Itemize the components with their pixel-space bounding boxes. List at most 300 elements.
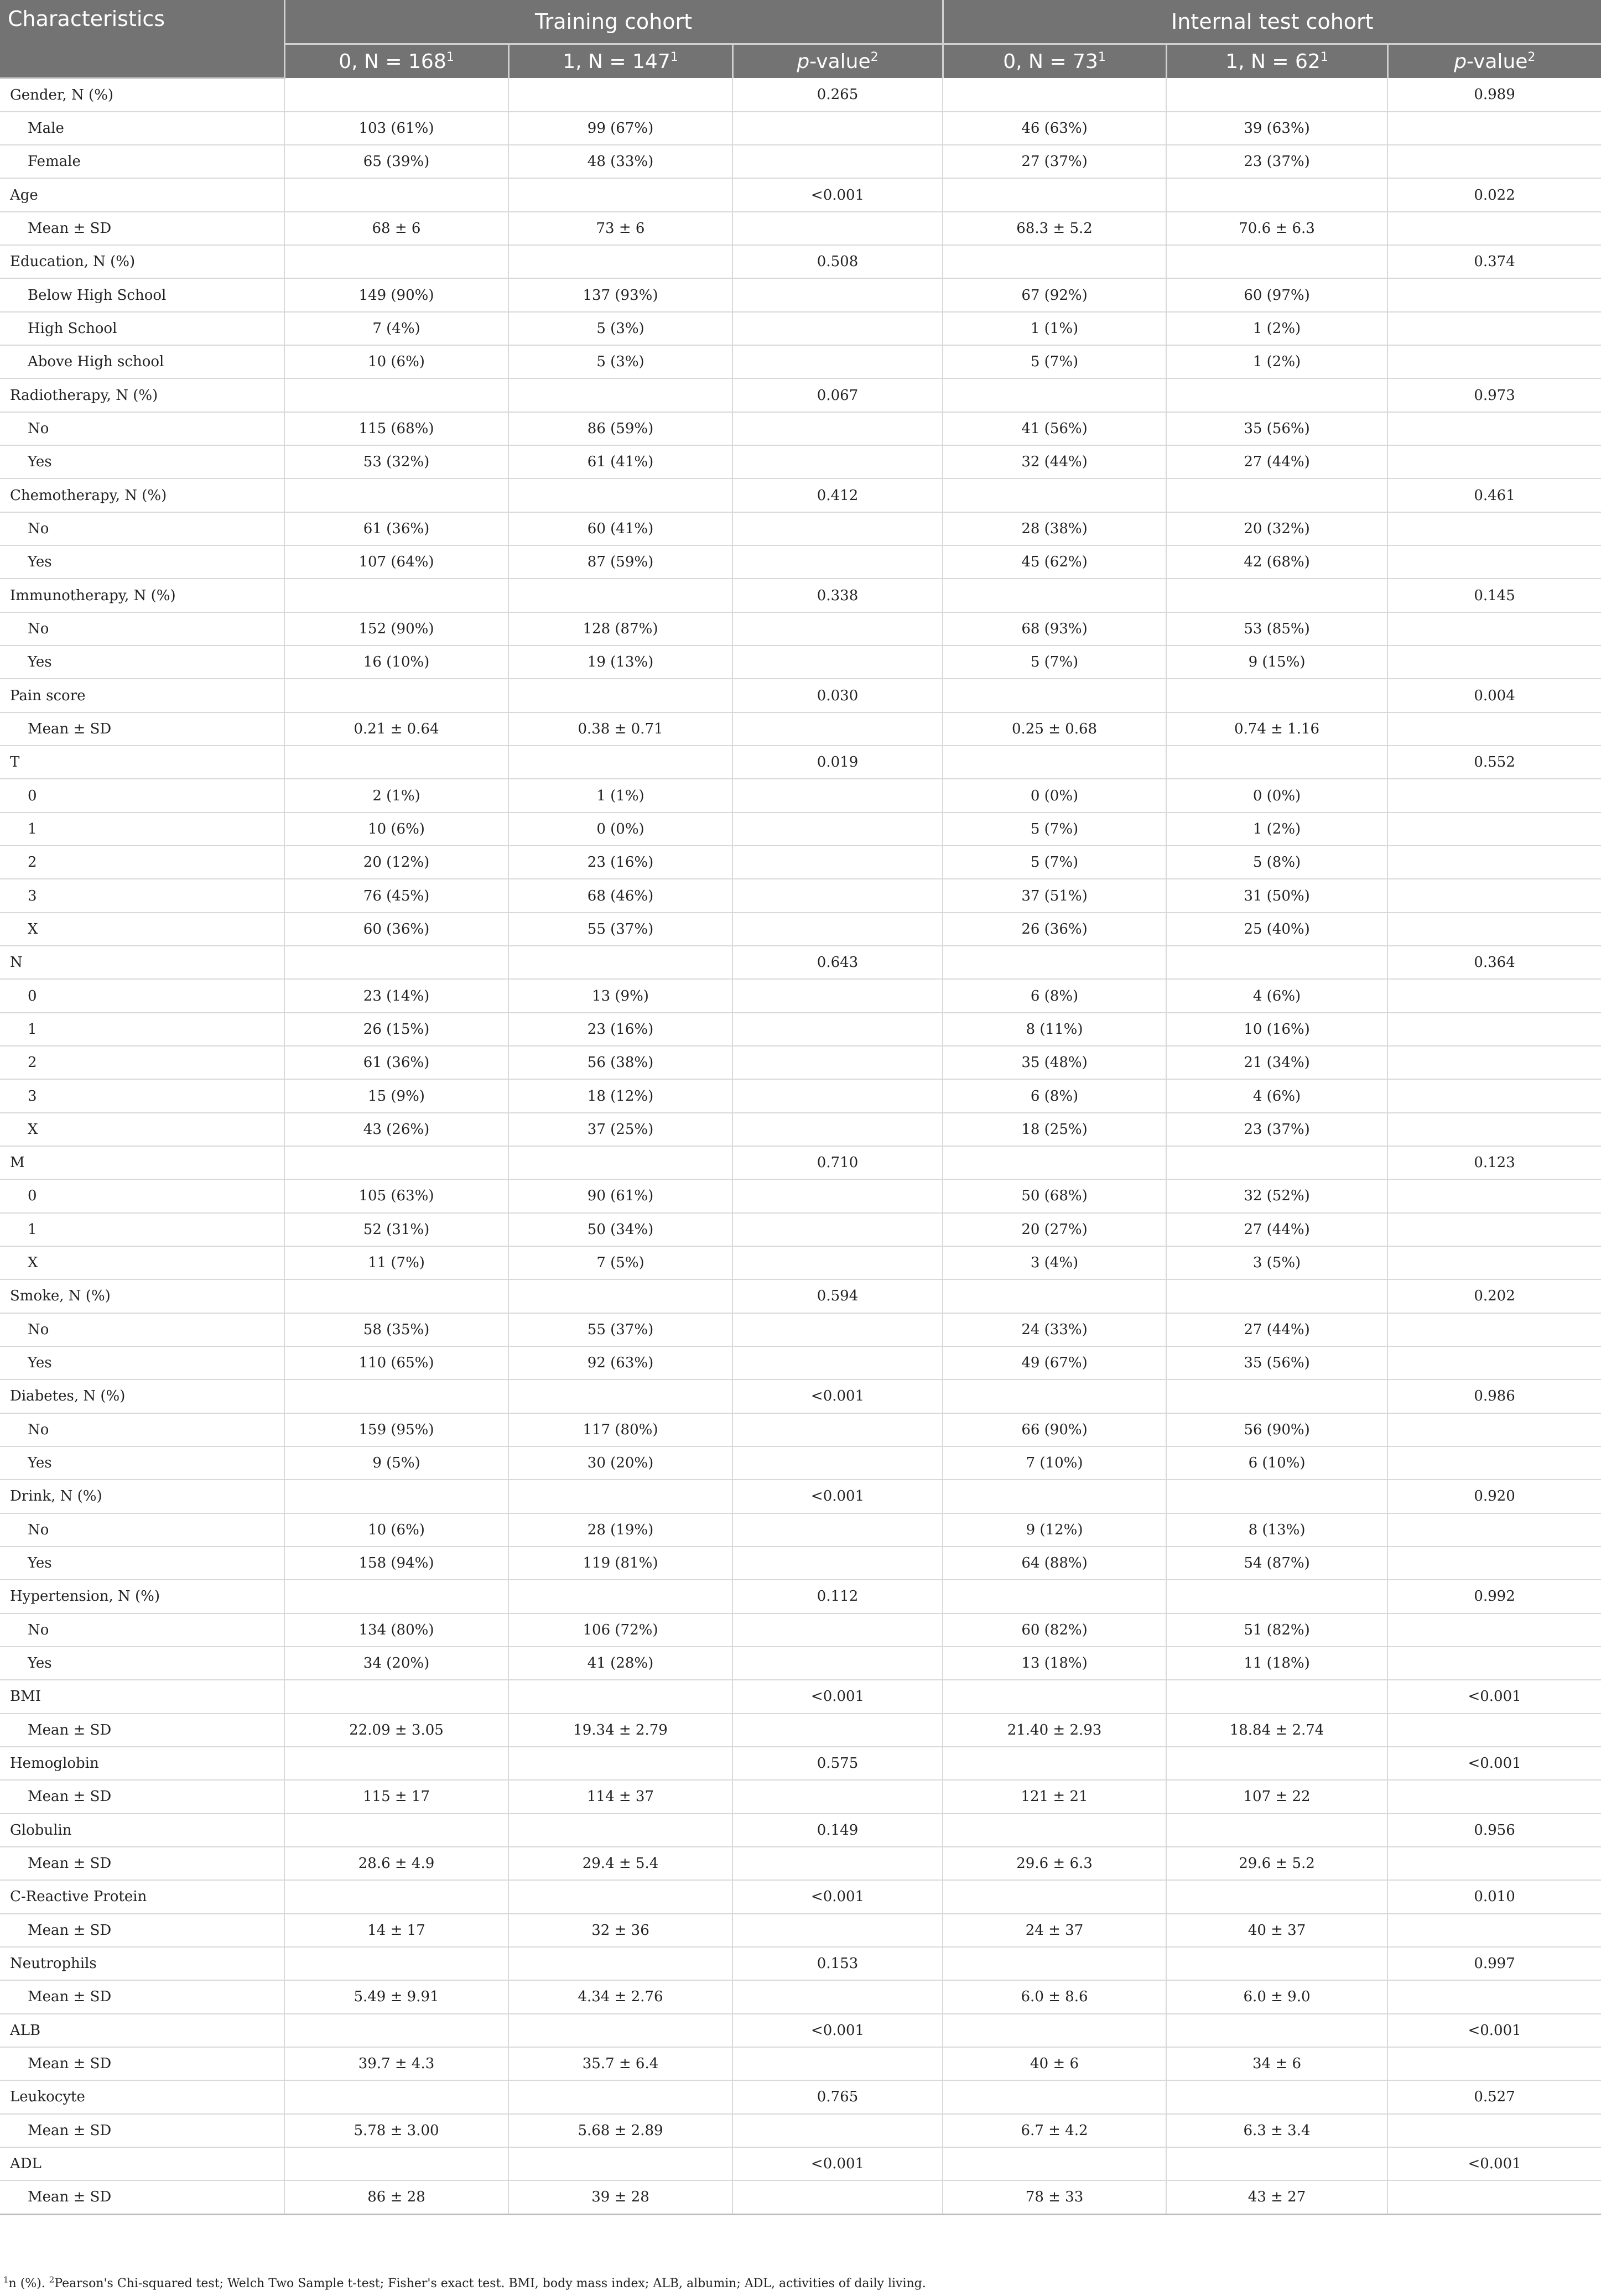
row-label: Male [0,112,284,145]
train-p-value: 0.019 [732,746,943,779]
train-group-0-value [284,1279,508,1313]
train-p-value [732,312,943,345]
test-group-1-value: 60 (97%) [1166,278,1387,311]
train-group-0-value [284,2080,508,2113]
test-group-1-footnote-mark: 1 [1320,50,1328,64]
test-p-value [1387,1714,1601,1747]
train-group-0-header [284,44,508,79]
table-row [0,1880,1601,1913]
train-group-0-value [284,378,508,412]
train-group-0-value: 16 (10%) [284,645,508,679]
train-p-value [732,512,943,545]
train-group-0-value [284,1880,508,1913]
train-group-0-value: 39.7 ± 4.3 [284,2047,508,2080]
training-cohort-header: Training cohort [284,0,943,44]
test-group-0-header [943,44,1166,79]
train-group-0-value: 26 (15%) [284,1013,508,1046]
row-label: High School [0,312,284,345]
train-group-0-value: 0.21 ± 0.64 [284,712,508,746]
train-group-1-value [508,1146,732,1179]
test-group-0-value: 6.7 ± 4.2 [943,2114,1166,2147]
train-group-0-value [284,1747,508,1780]
test-p-value: 0.004 [1387,679,1601,712]
train-p-value [732,1847,943,1880]
test-group-1-value: 23 (37%) [1166,1113,1387,1146]
row-label: X [0,913,284,946]
test-group-1-value [1166,1279,1387,1313]
test-group-1-value [1166,1379,1387,1413]
train-p-value [732,846,943,879]
test-group-0-value: 6 (8%) [943,1079,1166,1112]
train-group-1-value: 32 ± 36 [508,1914,732,1947]
train-group-0-value: 14 ± 17 [284,1914,508,1947]
train-group-0-value: 110 (65%) [284,1346,508,1379]
train-group-1-value [508,1379,732,1413]
row-label: Mean ± SD [0,712,284,746]
train-group-0-value [284,1480,508,1513]
test-p-value: 0.997 [1387,1947,1601,1980]
train-group-1-value: 0.38 ± 0.71 [508,712,732,746]
test-p-value [1387,813,1601,846]
train-group-1-value: 55 (37%) [508,1313,732,1346]
row-label: Mean ± SD [0,1980,284,2013]
test-p-value [1387,1547,1601,1580]
train-group-0-value [284,478,508,512]
test-group-0-value [943,579,1166,612]
train-group-0-value: 152 (90%) [284,612,508,645]
train-group-0-value: 158 (94%) [284,1547,508,1580]
test-p-value [1387,1179,1601,1212]
train-group-1-value: 28 (19%) [508,1513,732,1547]
test-group-0-value: 49 (67%) [943,1346,1166,1379]
train-group-0-value: 11 (7%) [284,1246,508,1279]
train-group-0-value: 2 (1%) [284,779,508,812]
test-group-1-value: 11 (18%) [1166,1647,1387,1680]
test-group-0-value: 9 (12%) [943,1513,1166,1547]
train-group-0-value: 65 (39%) [284,145,508,178]
test-group-1-value: 1 (2%) [1166,813,1387,846]
train-group-0-value [284,2014,508,2047]
row-label: Below High School [0,278,284,311]
train-group-0-value: 159 (95%) [284,1413,508,1446]
table-row [0,946,1601,979]
test-group-1-value: 56 (90%) [1166,1413,1387,1446]
test-group-1-value: 29.6 ± 5.2 [1166,1847,1387,1880]
train-group-0-value [284,1580,508,1613]
test-group-0-value: 5 (7%) [943,645,1166,679]
test-group-1-label: 1, N = 62 [1225,50,1321,73]
test-group-0-value: 21.40 ± 2.93 [943,1714,1166,1747]
row-label: 2 [0,846,284,879]
test-group-0-value [943,1814,1166,1847]
train-group-0-value [284,679,508,712]
train-group-1-value [508,2080,732,2113]
train-group-0-footnote-mark: 1 [446,50,454,64]
row-label: Female [0,145,284,178]
train-group-0-value: 134 (80%) [284,1613,508,1647]
footnote-mark-2: 2 [49,2274,55,2285]
row-label: Globulin [0,1814,284,1847]
train-p-value: <0.001 [732,1379,943,1413]
test-group-0-value: 68.3 ± 5.2 [943,212,1166,245]
train-group-1-header [508,44,732,79]
row-label: 1 [0,1013,284,1046]
test-group-0-value: 0.25 ± 0.68 [943,712,1166,746]
test-group-0-value [943,1680,1166,1713]
test-group-1-value [1166,946,1387,979]
table-row [0,378,1601,412]
row-label: Mean ± SD [0,1714,284,1747]
train-group-1-value [508,78,732,112]
test-group-1-value [1166,679,1387,712]
test-p-value [1387,345,1601,378]
train-group-0-value: 60 (36%) [284,913,508,946]
train-p-value [732,2114,943,2147]
test-p-value: 0.145 [1387,579,1601,612]
row-label: X [0,1246,284,1279]
row-label: Yes [0,1547,284,1580]
table-row [0,1113,1601,1146]
row-label: 0 [0,779,284,812]
test-group-1-value: 0 (0%) [1166,779,1387,812]
table-row [0,1714,1601,1747]
train-p-value: 0.067 [732,378,943,412]
test-group-0-value: 26 (36%) [943,913,1166,946]
train-p-value: 0.710 [732,1146,943,1179]
train-group-0-value [284,78,508,112]
test-group-0-value: 7 (10%) [943,1446,1166,1480]
train-group-1-value: 30 (20%) [508,1446,732,1480]
test-group-1-value [1166,245,1387,278]
test-p-value [1387,913,1601,946]
table-row [0,1814,1601,1847]
train-p-value [732,545,943,579]
train-group-0-value: 107 (64%) [284,545,508,579]
train-group-1-value: 55 (37%) [508,913,732,946]
table-row [0,1747,1601,1780]
train-group-0-value: 105 (63%) [284,1179,508,1212]
test-group-0-footnote-mark: 1 [1098,50,1106,64]
train-group-1-value: 50 (34%) [508,1213,732,1246]
test-group-0-value: 40 ± 6 [943,2047,1166,2080]
train-group-1-value: 60 (41%) [508,512,732,545]
table-row [0,779,1601,812]
train-group-0-value [284,579,508,612]
test-group-0-value [943,2080,1166,2113]
test-group-0-value: 60 (82%) [943,1613,1166,1647]
table-row [0,1647,1601,1680]
table-row [0,1947,1601,1980]
row-label: Neutrophils [0,1947,284,1980]
test-group-1-value: 27 (44%) [1166,445,1387,478]
test-p-value [1387,512,1601,545]
test-group-1-value: 42 (68%) [1166,545,1387,579]
footnote-text-1: n (%). [8,2277,49,2290]
table-row [0,1480,1601,1513]
train-group-0-value: 103 (61%) [284,112,508,145]
test-p-value-header: p-value$^2$ [1387,44,1601,79]
row-label: 3 [0,1079,284,1112]
test-p-value [1387,112,1601,145]
test-p-value [1387,2114,1601,2147]
train-group-1-value: 68 (46%) [508,879,732,912]
train-p-value [732,1046,943,1079]
table-row [0,1914,1601,1947]
test-group-1-value: 10 (16%) [1166,1013,1387,1046]
table-row [0,1013,1601,1046]
row-label: Mean ± SD [0,2047,284,2080]
table-row [0,1980,1601,2013]
test-group-1-value: 5 (8%) [1166,846,1387,879]
test-p-value [1387,846,1601,879]
train-group-1-value [508,1880,732,1913]
table-row [0,913,1601,946]
test-group-0-value: 13 (18%) [943,1647,1166,1680]
row-label: ALB [0,2014,284,2047]
train-p-value [732,2180,943,2214]
train-group-1-value: 4.34 ± 2.76 [508,1980,732,2013]
test-group-0-value: 5 (7%) [943,846,1166,879]
train-group-1-value [508,1947,732,1980]
train-p-value [732,212,943,245]
test-p-value: <0.001 [1387,2147,1601,2180]
table-row [0,1279,1601,1313]
row-label: 2 [0,1046,284,1079]
train-p-value: 0.412 [732,478,943,512]
table-row [0,2080,1601,2113]
train-group-1-value: 37 (25%) [508,1113,732,1146]
row-label: Hemoglobin [0,1747,284,1780]
table-row [0,746,1601,779]
test-p-value [1387,1346,1601,1379]
table-row [0,1613,1601,1647]
test-p-value: 0.364 [1387,946,1601,979]
train-p-value [732,1346,943,1379]
test-group-1-value [1166,1880,1387,1913]
test-p-value [1387,1013,1601,1046]
train-p-value [732,1313,943,1346]
test-group-0-value [943,2147,1166,2180]
train-group-0-value: 10 (6%) [284,1513,508,1547]
test-group-1-value [1166,1480,1387,1513]
train-p-footnote-mark: 2 [870,50,879,64]
train-group-0-value: 76 (45%) [284,879,508,912]
train-p-value [732,1647,943,1680]
train-group-1-value [508,2014,732,2047]
test-group-1-value: 18.84 ± 2.74 [1166,1714,1387,1747]
table-row [0,1379,1601,1413]
table-row [0,813,1601,846]
train-p-value [732,813,943,846]
test-p-value: 0.956 [1387,1814,1601,1847]
test-group-1-value [1166,378,1387,412]
test-group-0-value [943,478,1166,512]
train-p-value: 0.153 [732,1947,943,1980]
row-label: 0 [0,979,284,1012]
train-group-1-value: 7 (5%) [508,1246,732,1279]
test-group-0-value: 6.0 ± 8.6 [943,1980,1166,2013]
row-label: N [0,946,284,979]
train-group-0-value: 34 (20%) [284,1647,508,1680]
row-label: No [0,1413,284,1446]
test-group-0-value [943,378,1166,412]
table-row [0,1179,1601,1212]
train-group-0-value: 28.6 ± 4.9 [284,1847,508,1880]
train-p-value [732,645,943,679]
test-group-1-value: 6.0 ± 9.0 [1166,1980,1387,2013]
test-group-0-value: 8 (11%) [943,1013,1166,1046]
table-row [0,1780,1601,1813]
row-label: M [0,1146,284,1179]
train-p-value: 0.149 [732,1814,943,1847]
test-group-0-value: 18 (25%) [943,1113,1166,1146]
test-group-0-value: 121 ± 21 [943,1780,1166,1813]
test-group-1-value: 107 ± 22 [1166,1780,1387,1813]
test-group-0-value [943,1379,1166,1413]
train-group-1-value: 23 (16%) [508,846,732,879]
test-p-value [1387,1847,1601,1880]
test-group-1-value: 21 (34%) [1166,1046,1387,1079]
test-group-1-value: 6 (10%) [1166,1446,1387,1480]
row-label: Leukocyte [0,2080,284,2113]
table-row [0,879,1601,912]
train-group-0-value: 5.49 ± 9.91 [284,1980,508,2013]
test-p-value [1387,1246,1601,1279]
test-p-value [1387,1046,1601,1079]
test-group-0-label: 0, N = 73 [1003,50,1098,73]
test-group-1-value: 34 ± 6 [1166,2047,1387,2080]
row-label: Yes [0,445,284,478]
test-p-value: <0.001 [1387,1747,1601,1780]
train-group-1-value: 1 (1%) [508,779,732,812]
train-p-value: 0.594 [732,1279,943,1313]
train-group-1-value: 39 ± 28 [508,2180,732,2214]
table-row [0,1513,1601,1547]
train-p-value [732,1113,943,1146]
test-group-1-value: 39 (63%) [1166,112,1387,145]
test-group-0-value: 3 (4%) [943,1246,1166,1279]
test-p-value [1387,1513,1601,1547]
train-p-value [732,112,943,145]
table-row [0,1346,1601,1379]
test-group-1-value [1166,579,1387,612]
test-p-value: <0.001 [1387,1680,1601,1713]
test-group-1-value: 40 ± 37 [1166,1914,1387,1947]
train-p-value: 0.765 [732,2080,943,2113]
test-p-value: 0.989 [1387,78,1601,112]
table-row [0,2047,1601,2080]
train-p-value [732,1714,943,1747]
test-group-1-value: 35 (56%) [1166,412,1387,445]
test-group-1-value [1166,1947,1387,1980]
table-row [0,2114,1601,2147]
internal-test-cohort-header: Internal test cohort [943,0,1601,44]
train-group-0-value: 22.09 ± 3.05 [284,1714,508,1747]
row-label: Mean ± SD [0,2180,284,2214]
train-group-1-value [508,1279,732,1313]
test-group-1-value: 31 (50%) [1166,879,1387,912]
table-row [0,645,1601,679]
table-header [0,0,1601,78]
row-label: Age [0,178,284,211]
row-label: Yes [0,1647,284,1680]
test-group-0-value [943,1747,1166,1780]
test-group-1-value [1166,1146,1387,1179]
table-row [0,212,1601,245]
test-p-value [1387,1113,1601,1146]
row-label: Smoke, N (%) [0,1279,284,1313]
train-p-value [732,2047,943,2080]
table-row [0,1046,1601,1079]
table-row [0,2147,1601,2180]
row-label: Immunotherapy, N (%) [0,579,284,612]
table-row [0,345,1601,378]
row-label: Above High school [0,345,284,378]
row-label: X [0,1113,284,1146]
train-p-value: <0.001 [732,1480,943,1513]
test-p-value [1387,1413,1601,1446]
train-p-value [732,1179,943,1212]
row-label: Gender, N (%) [0,78,284,112]
table-row [0,1246,1601,1279]
test-p-value [1387,1213,1601,1246]
train-group-0-value [284,946,508,979]
test-group-1-value [1166,746,1387,779]
test-group-0-value: 27 (37%) [943,145,1166,178]
test-p-value [1387,1980,1601,2013]
table-row [0,512,1601,545]
train-group-1-value [508,1480,732,1513]
test-p-value: <0.001 [1387,2014,1601,2047]
table-row [0,478,1601,512]
row-label: Drink, N (%) [0,1480,284,1513]
train-group-0-value: 61 (36%) [284,512,508,545]
row-label: BMI [0,1680,284,1713]
train-group-1-value: 128 (87%) [508,612,732,645]
table-row [0,312,1601,345]
train-p-value: 0.338 [732,579,943,612]
train-p-value: <0.001 [732,178,943,211]
test-group-1-value [1166,2080,1387,2113]
train-group-0-value [284,1379,508,1413]
row-label: No [0,412,284,445]
train-group-1-value: 56 (38%) [508,1046,732,1079]
train-p-value [732,1413,943,1446]
train-p-value [732,1780,943,1813]
train-group-1-value: 87 (59%) [508,545,732,579]
row-label: Yes [0,645,284,679]
test-group-1-value [1166,2014,1387,2047]
row-label: Mean ± SD [0,2114,284,2147]
table-row [0,579,1601,612]
train-p-value [732,779,943,812]
train-p-value: <0.001 [732,1680,943,1713]
test-group-0-value [943,1279,1166,1313]
test-group-1-value: 32 (52%) [1166,1179,1387,1212]
test-p-value [1387,979,1601,1012]
table-row [0,1079,1601,1112]
row-label: Education, N (%) [0,245,284,278]
train-group-0-value: 10 (6%) [284,345,508,378]
test-group-0-value: 28 (38%) [943,512,1166,545]
test-group-0-value [943,1580,1166,1613]
train-group-1-value [508,679,732,712]
table-row [0,1680,1601,1713]
train-p-value [732,1213,943,1246]
test-group-1-value: 9 (15%) [1166,645,1387,679]
train-group-1-value: 86 (59%) [508,412,732,445]
train-group-1-value: 137 (93%) [508,278,732,311]
